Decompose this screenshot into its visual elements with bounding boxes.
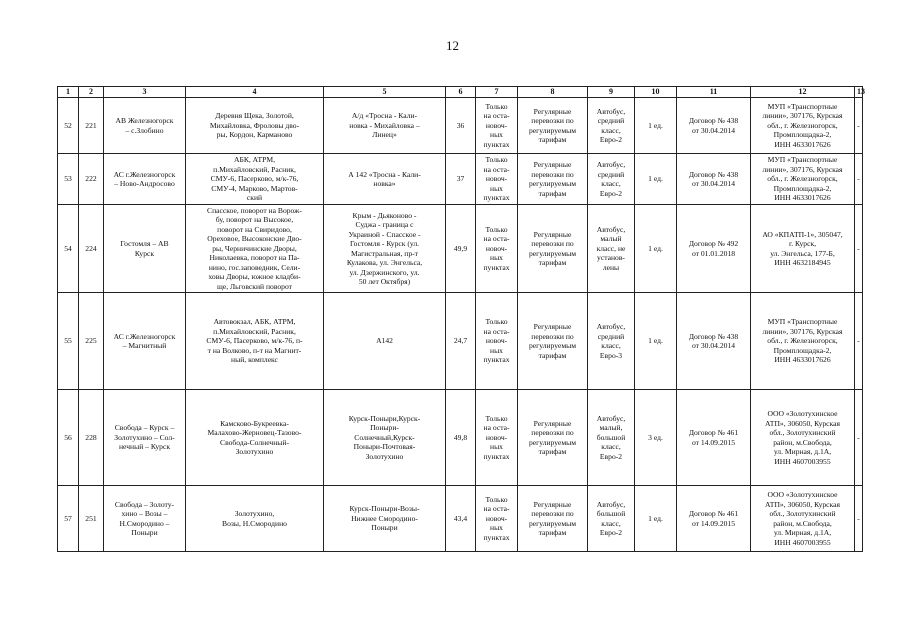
cell-contract: Договор № 438 от 30.04.2014 [677,98,751,154]
cell-route-length: 24,7 [446,293,476,390]
table-row [58,293,863,390]
cell-vehicle-class: Автобус, средний класс, Евро-3 [588,293,635,390]
cell-contract: Договор № 461 от 14.09.2015 [677,486,751,552]
table-row [58,98,863,154]
cell-note: - [855,293,863,390]
header-cell-vehicle-class: 9 [588,87,635,98]
header-cell-route-number: 2 [79,87,104,98]
cell-stop-order: Только на оста- новоч- ных пунктах [476,154,518,205]
cell-route-number: 222 [79,154,104,205]
table-row [58,154,863,205]
cell-stop-order: Только на оста- новоч- ных пунктах [476,205,518,293]
cell-route-length: 49,8 [446,390,476,486]
table-row [58,205,863,293]
cell-carrier: МУП «Транспортные линии», 307176, Курская обл., г. Железногорск, Промплощадка-2, ИНН 4633017626 [751,293,855,390]
header-cell-transport-type: 8 [518,87,588,98]
header-cell-stop-order: 7 [476,87,518,98]
cell-route-name: Гостомля – АВ Курск [104,205,186,293]
header-cell-carrier: 12 [751,87,855,98]
cell-note: - [855,486,863,552]
cell-transport-type: Регулярные перевозки по регулируемым тарифам [518,154,588,205]
header-cell-row-number: 1 [58,87,79,98]
cell-stop-order: Только на оста- новоч- ных пунктах [476,486,518,552]
cell-streets-roads: А/д «Тросна - Кали- новка - Михайловка – Линец» [324,98,446,154]
cell-contract: Договор № 461 от 14.09.2015 [677,390,751,486]
cell-vehicle-count: 1 ед. [635,154,677,205]
cell-intermediate-stops: Камсково-Букреевка- Малахово-Жерновец-Тазово- Свобода-Солнечный- Золотухино [186,390,324,486]
cell-intermediate-stops: Спасское, поворот на Ворож- бу, поворот на Высокое, поворот на Свиридово, Ореховое, Высоконские Дво- ры, Черничинские Дворы, Николаевка, поворот на Па- нино, гос.заповедник, Сели- ховы Дворы, южное кладби- ще, Льговский поворот [186,205,324,293]
table-header-row [58,87,863,98]
table-row [58,390,863,486]
cell-route-name: АВ Железногорск – с.Злобино [104,98,186,154]
cell-vehicle-class: Автобус, средний класс, Евро-2 [588,98,635,154]
cell-carrier: МУП «Транспортные линии», 307176, Курская обл., г. Железногорск, Промплощадка-2, ИНН 4633017626 [751,154,855,205]
cell-transport-type: Регулярные перевозки по регулируемым тарифам [518,205,588,293]
cell-contract: Договор № 438 от 30.04.2014 [677,293,751,390]
cell-route-name: АС г.Железногорск – Магнитный [104,293,186,390]
cell-carrier: ООО «Золотухинское АТП», 306050, Курская обл., Золотухинский район, м.Свобода, ул. Мирная, д.1А, ИНН 4607003955 [751,390,855,486]
cell-route-name: Свобода – Курск – Золотухино – Сол- нечный – Курск [104,390,186,486]
cell-route-name: АС г.Железногорск – Ново-Андросово [104,154,186,205]
cell-stop-order: Только на оста- новоч- ных пунктах [476,98,518,154]
table-row [58,486,863,552]
page-number: 12 [446,38,459,53]
cell-note: - [855,390,863,486]
header-cell-contract: 11 [677,87,751,98]
cell-intermediate-stops: АБК, АТРМ, п.Михайловский, Расник, СМУ-6, Пасерково, м/к-76, СМУ-4, Марково, Мартов- ский [186,154,324,205]
cell-contract: Договор № 492 от 01.01.2018 [677,205,751,293]
cell-route-length: 37 [446,154,476,205]
cell-route-length: 49,9 [446,205,476,293]
cell-note: - [855,154,863,205]
cell-route-name: Свобода – Золоту- хино – Возы – Н.Смородино – Поныри [104,486,186,552]
cell-carrier: АО «КПАТП-1», 305047, г. Курск, ул. Энгельса, 177-Б, ИНН 4632184945 [751,205,855,293]
cell-carrier: МУП «Транспортные линии», 307176, Курская обл., г. Железногорск, Промплощадка-2, ИНН 4633017626 [751,98,855,154]
routes-table [57,86,863,552]
header-cell-route-name: 3 [104,87,186,98]
cell-route-number: 228 [79,390,104,486]
cell-intermediate-stops: Деревня Щека, Золотой, Михайловка, Фроловы дво- ры, Кордон, Карманово [186,98,324,154]
cell-vehicle-class: Автобус, большой класс, Евро-2 [588,486,635,552]
cell-intermediate-stops: Автовокзал, АБК, АТРМ, п.Михайловский, Расник, СМУ-6, Пасерково, м/к-76, п- т на Волково, п-т на Магнит- ный, комплекс [186,293,324,390]
cell-transport-type: Регулярные перевозки по регулируемым тарифам [518,98,588,154]
cell-vehicle-count: 1 ед. [635,98,677,154]
cell-route-length: 43,4 [446,486,476,552]
cell-stop-order: Только на оста- новоч- ных пунктах [476,293,518,390]
cell-vehicle-class: Автобус, малый класс, не установ- лены [588,205,635,293]
cell-vehicle-count: 1 ед. [635,293,677,390]
cell-streets-roads: Курск-Поныри,Курск- Поныри- Солнечный,Курск- Поныри-Почтовая- Золотухино [324,390,446,486]
cell-streets-roads: Крым - Дьяконово - Суджа - граница с Украиной - Спасское - Гостомля - Курск (ул. Магистральная, пр-т Кулакова, ул. Энгельса, ул. Дзержинского, ул. 50 лет Октября) [324,205,446,293]
cell-row-number: 52 [58,98,79,154]
header-cell-note: 13 [855,87,863,98]
cell-transport-type: Регулярные перевозки по регулируемым тарифам [518,486,588,552]
cell-route-number: 221 [79,98,104,154]
cell-row-number: 56 [58,390,79,486]
cell-contract: Договор № 438 от 30.04.2014 [677,154,751,205]
cell-route-number: 251 [79,486,104,552]
cell-carrier: ООО «Золотухинское АТП», 306050, Курская обл., Золотухинский район, м.Свобода, ул. Мирная, д.1А, ИНН 4607003955 [751,486,855,552]
cell-intermediate-stops: Золотухино, Возы, Н.Смородино [186,486,324,552]
header-cell-intermediate-stops: 4 [186,87,324,98]
cell-streets-roads: А142 [324,293,446,390]
cell-streets-roads: Курск-Поныри-Возы- Нижнее Смородино- Поныри [324,486,446,552]
cell-vehicle-count: 3 ед. [635,390,677,486]
cell-row-number: 53 [58,154,79,205]
cell-transport-type: Регулярные перевозки по регулируемым тарифам [518,390,588,486]
cell-note: - [855,98,863,154]
header-cell-route-length: 6 [446,87,476,98]
cell-row-number: 55 [58,293,79,390]
header-cell-vehicle-count: 10 [635,87,677,98]
cell-vehicle-class: Автобус, средний класс, Евро-2 [588,154,635,205]
cell-route-number: 225 [79,293,104,390]
cell-note: - [855,205,863,293]
cell-route-length: 36 [446,98,476,154]
cell-row-number: 57 [58,486,79,552]
header-cell-streets-roads: 5 [324,87,446,98]
cell-stop-order: Только на оста- новоч- ных пунктах [476,390,518,486]
cell-route-number: 224 [79,205,104,293]
cell-transport-type: Регулярные перевозки по регулируемым тарифам [518,293,588,390]
cell-vehicle-class: Автобус, малый, большой класс, Евро-2 [588,390,635,486]
cell-vehicle-count: 1 ед. [635,486,677,552]
cell-streets-roads: А 142 «Тросна - Кали- новка» [324,154,446,205]
cell-vehicle-count: 1 ед. [635,205,677,293]
cell-row-number: 54 [58,205,79,293]
